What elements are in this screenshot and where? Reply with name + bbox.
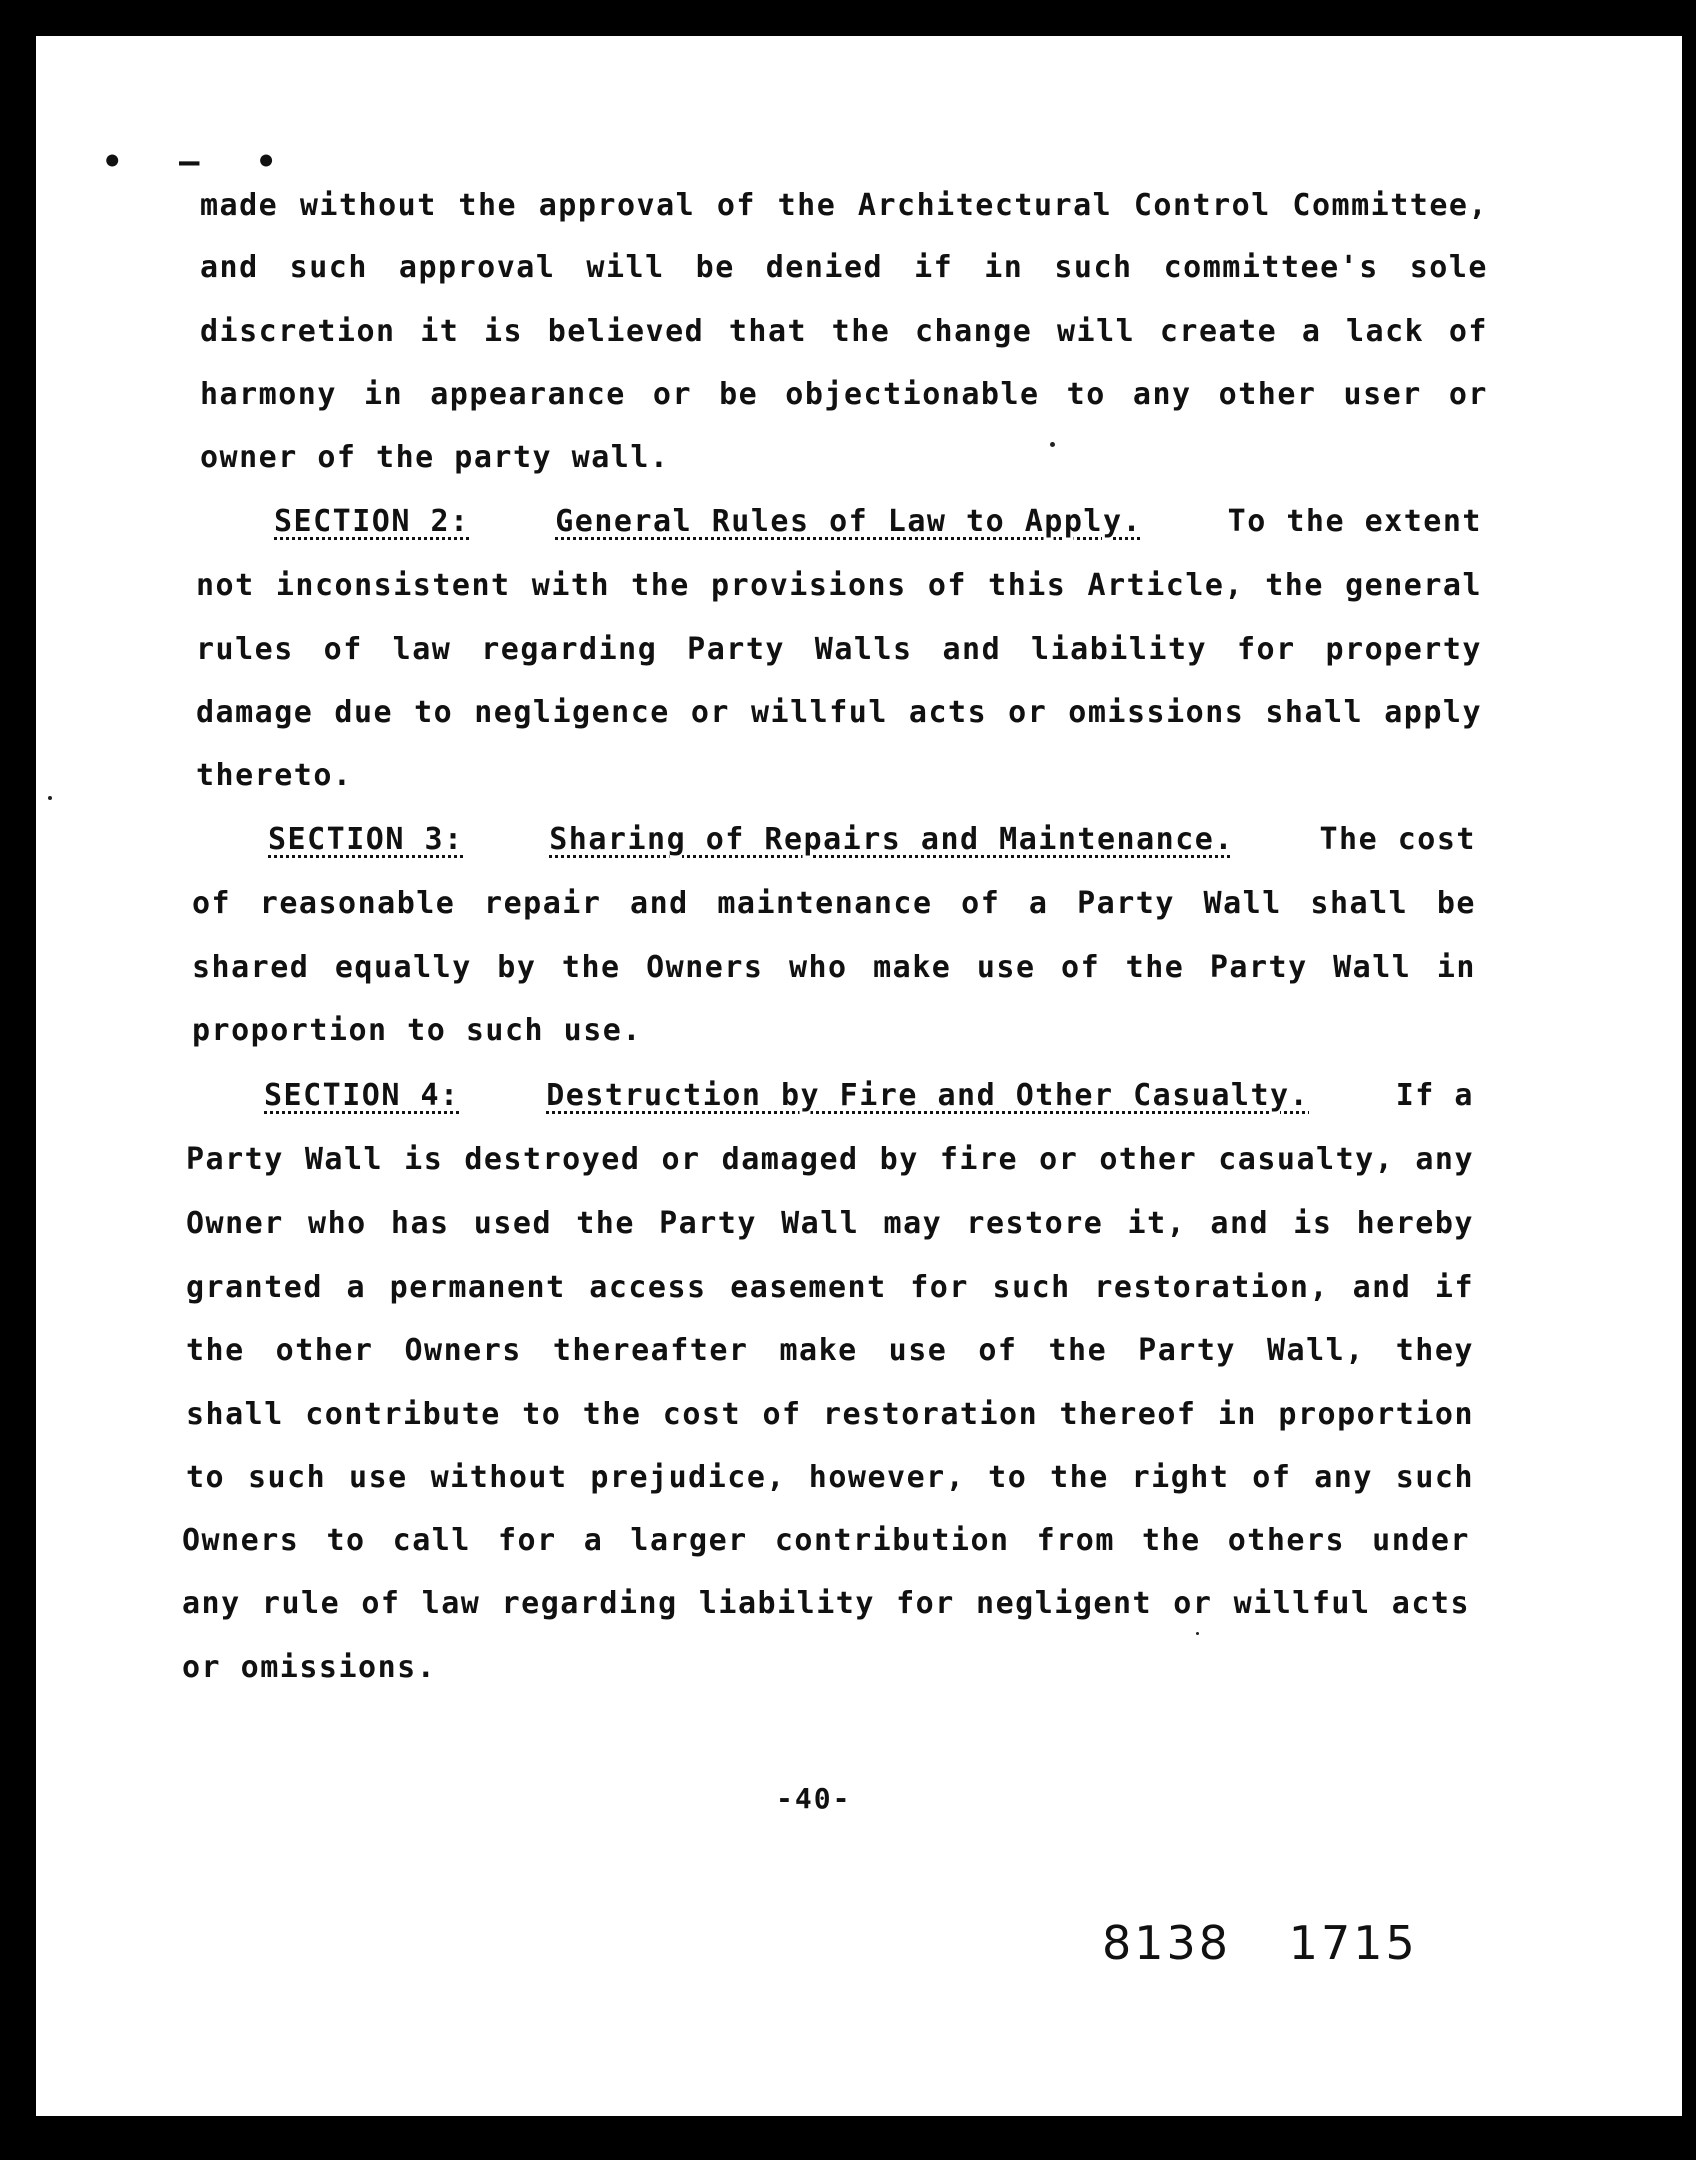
section-title: Sharing of Repairs and Maintenance. <box>549 822 1234 857</box>
paragraph-line: Owners to call for a larger contribution from the others under <box>182 1523 1470 1558</box>
paragraph-line: rules of law regarding Party Walls and liability for property <box>196 632 1482 667</box>
paragraph-line: harmony in appearance or be objectionable to any other user or <box>200 377 1488 412</box>
paragraph-line: to such use without prejudice, however, to the right of any such <box>186 1460 1474 1495</box>
section-2-heading <box>274 504 1482 539</box>
paragraph-line: damage due to negligence or willful acts or omissions shall apply <box>196 695 1482 730</box>
paragraph-line: Party Wall is destroyed or damaged by fire or other casualty, any <box>186 1142 1474 1177</box>
section-label: SECTION 2: <box>274 504 470 539</box>
section-lead: If a <box>1395 1078 1474 1113</box>
section-lead: The cost <box>1319 822 1476 857</box>
scan-speck <box>1050 442 1055 447</box>
section-label: SECTION 3: <box>268 822 464 857</box>
scan-speck <box>48 796 52 800</box>
section-3-heading <box>268 822 1476 857</box>
paragraph-line: shared equally by the Owners who make use of the Party Wall in <box>192 950 1476 985</box>
document-page <box>36 36 1682 2116</box>
section-lead: To the extent <box>1227 504 1482 539</box>
paragraph-line: discretion it is believed that the change will create a lack of <box>200 314 1488 349</box>
section-4-heading <box>264 1078 1474 1113</box>
paragraph-line: Owner who has used the Party Wall may restore it, and is hereby <box>186 1206 1474 1241</box>
paragraph-line: owner of the party wall. <box>200 440 670 475</box>
section-title: Destruction by Fire and Other Casualty. <box>546 1078 1310 1113</box>
paragraph-line: thereto. <box>196 758 353 793</box>
paragraph-line: of reasonable repair and maintenance of a Party Wall shall be <box>192 886 1476 921</box>
paragraph-line: or omissions. <box>182 1650 437 1685</box>
paragraph-line: not inconsistent with the provisions of this Article, the general <box>196 568 1482 603</box>
paragraph-line: granted a permanent access easement for such restoration, and if <box>186 1270 1474 1305</box>
scan-speck <box>1196 1632 1199 1635</box>
paragraph-line: shall contribute to the cost of restoration thereof in proportion <box>186 1397 1474 1432</box>
corner-marks: • – • <box>102 142 295 182</box>
paragraph-line: the other Owners thereafter make use of the Party Wall, they <box>186 1333 1474 1368</box>
page-number: -40- <box>776 1782 852 1815</box>
section-title: General Rules of Law to Apply. <box>555 504 1143 539</box>
paragraph-line: made without the approval of the Architectural Control Committee, <box>200 188 1488 223</box>
paragraph-line: proportion to such use. <box>192 1013 642 1048</box>
paragraph-line: and such approval will be denied if in such committee's sole <box>200 250 1488 285</box>
paragraph-line: any rule of law regarding liability for negligent or willful acts <box>182 1586 1470 1621</box>
document-stamp-number: 8138 1715 <box>1102 1916 1418 1970</box>
section-label: SECTION 4: <box>264 1078 460 1113</box>
